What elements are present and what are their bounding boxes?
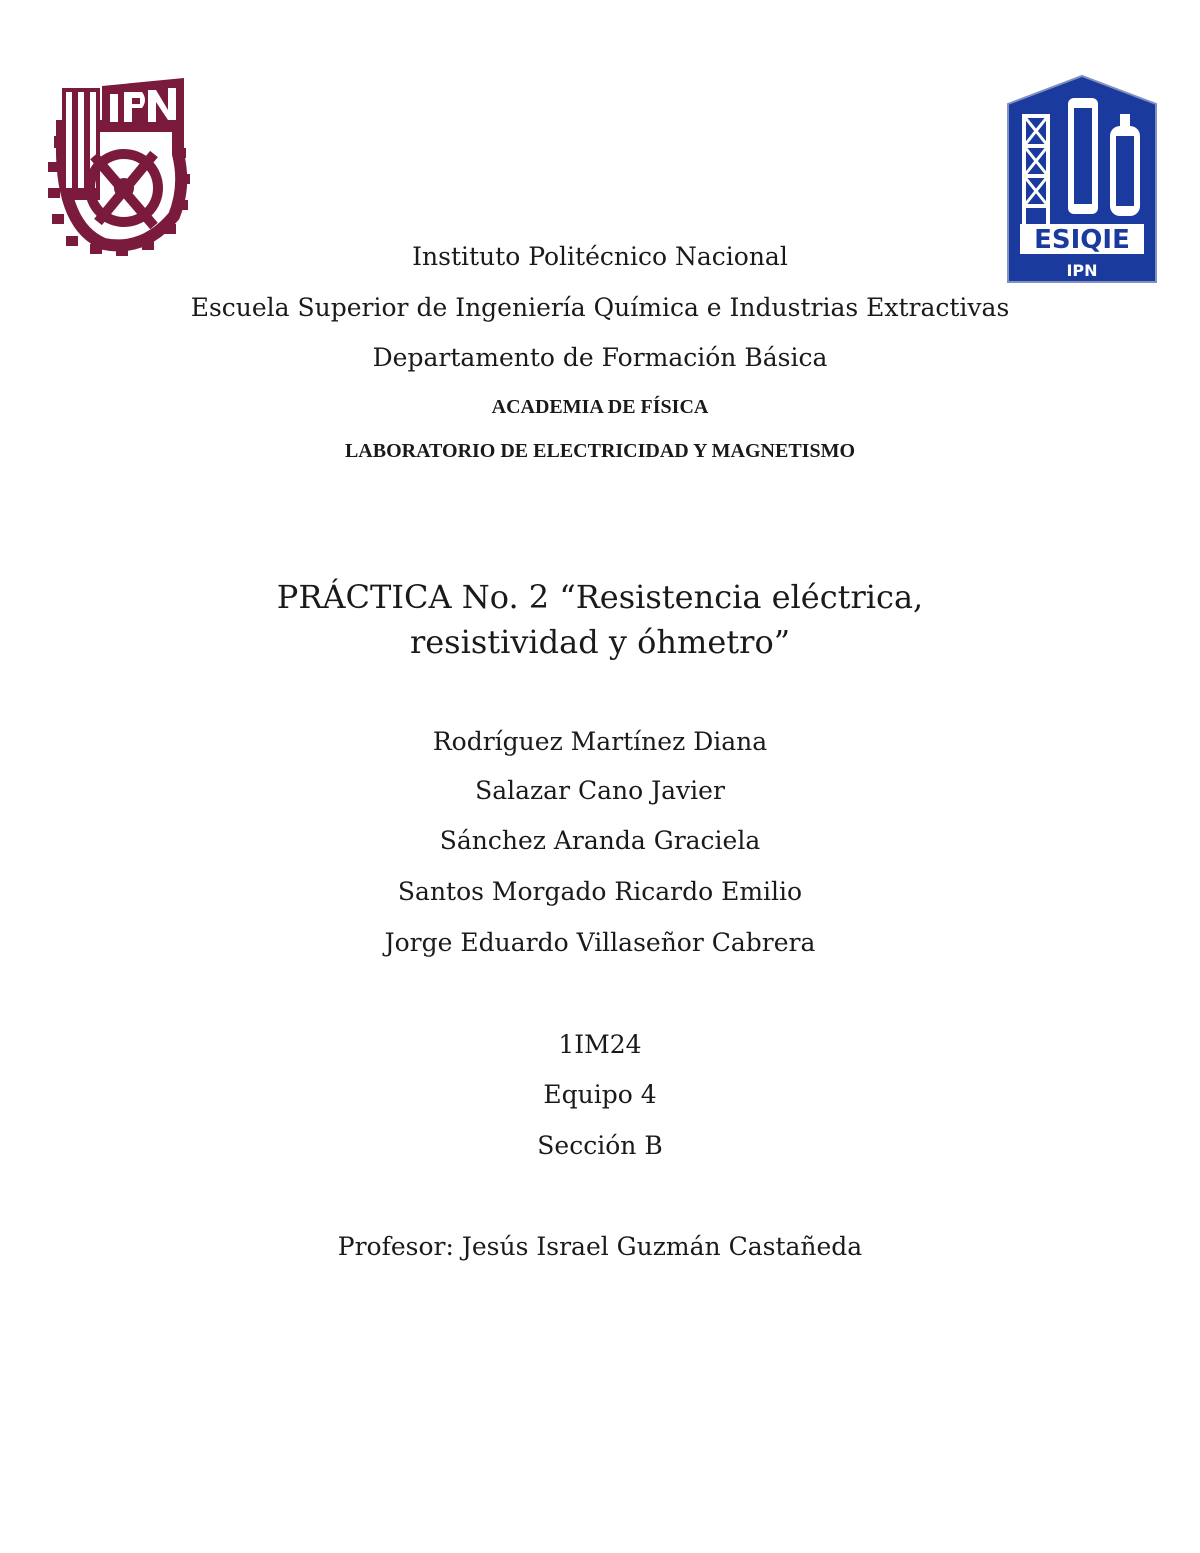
team-member: Rodríguez Martínez Diana [432, 727, 768, 756]
team-member: Santos Morgado Ricardo Emilio [397, 877, 803, 906]
team-number: Equipo 4 [543, 1080, 657, 1109]
svg-text:IPN: IPN [1066, 261, 1098, 280]
team-member: Salazar Cano Javier [475, 776, 725, 805]
professor-name: Profesor: Jesús Israel Guzmán Castañeda [337, 1232, 863, 1261]
school-name: Escuela Superior de Ingeniería Química e Industrias Extractivas [190, 293, 1010, 322]
group-code: 1IM24 [558, 1030, 642, 1059]
department-name: Departamento de Formación Básica [372, 343, 828, 372]
team-member: Jorge Eduardo Villaseñor Cabrera [384, 928, 816, 957]
laboratory-name: LABORATORIO DE ELECTRICIDAD Y MAGNETISMO [344, 440, 856, 462]
academy-name: ACADEMIA DE FÍSICA [491, 396, 709, 418]
team-member: Sánchez Aranda Graciela [439, 826, 761, 855]
institution-name: Instituto Politécnico Nacional [412, 242, 788, 271]
practice-title-line1: PRÁCTICA No. 2 “Resistencia eléctrica, [276, 578, 924, 616]
section-name: Sección B [537, 1131, 663, 1160]
practice-title-line2: resistividad y óhmetro” [409, 623, 791, 661]
ipn-logo [44, 76, 190, 256]
svg-text:ESIQIE: ESIQIE [1034, 225, 1130, 255]
